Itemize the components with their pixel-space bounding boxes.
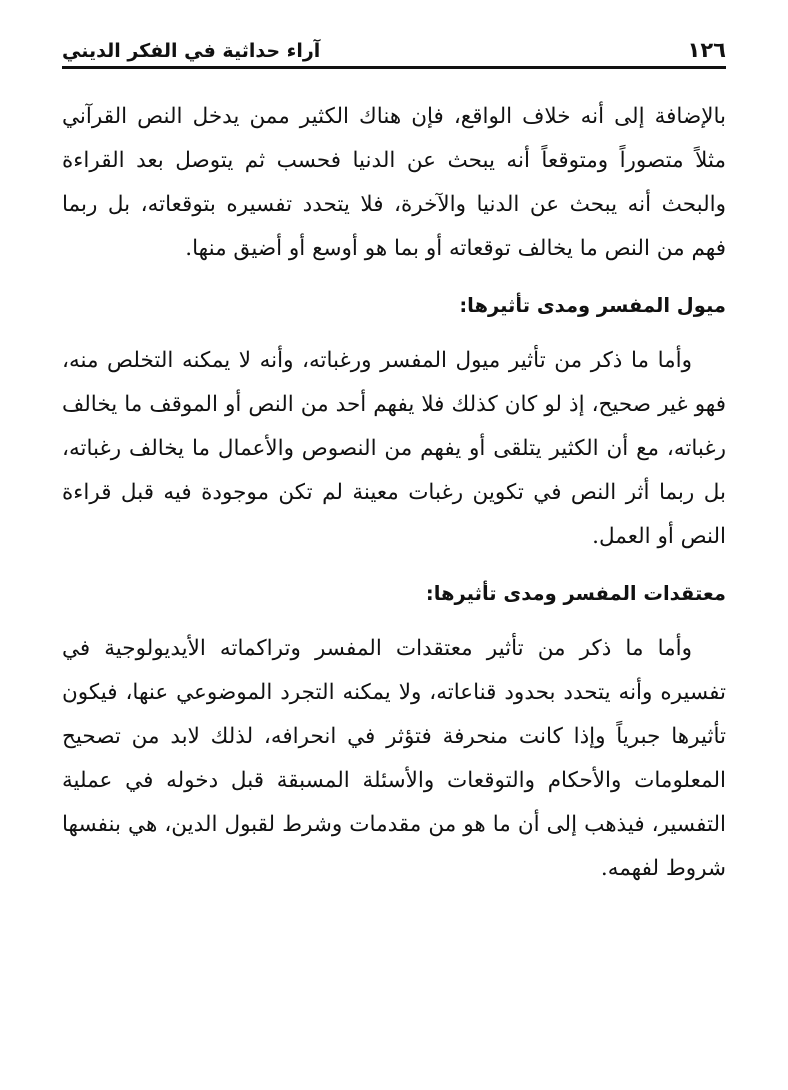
page-body: [62, 95, 726, 891]
paragraph-continuation: بالإضافة إلى أنه خلاف الواقع، فإن هناك الكثير ممن يدخل النص القرآني مثلاً متصوراً ومتوقعاً أنه يبحث عن الدنيا فحسب ثم يتوصل بعد القراءة والبحث أنه يبحث عن الدنيا والآخرة، فلا يتحدد تفسيره بتوقعاته، بل ربما فهم من النص ما يخالف توقعاته أو بما هو أوسع أو أضيق منها.: [62, 104, 726, 261]
paragraph-tendencies: وأما ما ذكر من تأثير ميول المفسر ورغباته، وأنه لا يمكنه التخلص منه، فهو غير صحيح، إذ لو كان كذلك فلا يفهم أحد من النص أو الموقف ما يخالف رغباته، مع أن الكثير يتلقى أو يفهم من النصوص والأعمال ما يخالف رغباته، بل ربما أثر النص في تكوين رغبات معينة لم تكن موجودة فيه قبل قراءة النص أو العمل.: [62, 348, 726, 549]
page-number: ١٢٦: [687, 38, 726, 62]
book-page: [62, 28, 726, 891]
paragraph-beliefs: وأما ما ذكر من تأثير معتقدات المفسر وتراكماته الأيديولوجية في تفسيره وأنه يتحدد بحدود قناعاته، ولا يمكنه التجرد الموضوعي عنها، فيكون تأثيرها جبرياً وإذا كانت منحرفة فتؤثر في انحرافه، لذلك لابد من تصحيح المعلومات والأحكام والتوقعات والأسئلة المسبقة قبل دخوله في عملية التفسير، فيذهب إلى أن ما هو من مقدمات وشرط لقبول الدين، هي بنفسها شروط لفهمه.: [62, 636, 726, 881]
section-heading-tendencies: ميول المفسر ومدى تأثيرها:: [459, 294, 726, 317]
running-title: آراء حداثية في الفكر الديني: [62, 40, 321, 62]
section-heading-beliefs: معتقدات المفسر ومدى تأثيرها:: [425, 582, 726, 605]
running-header: [62, 28, 726, 69]
